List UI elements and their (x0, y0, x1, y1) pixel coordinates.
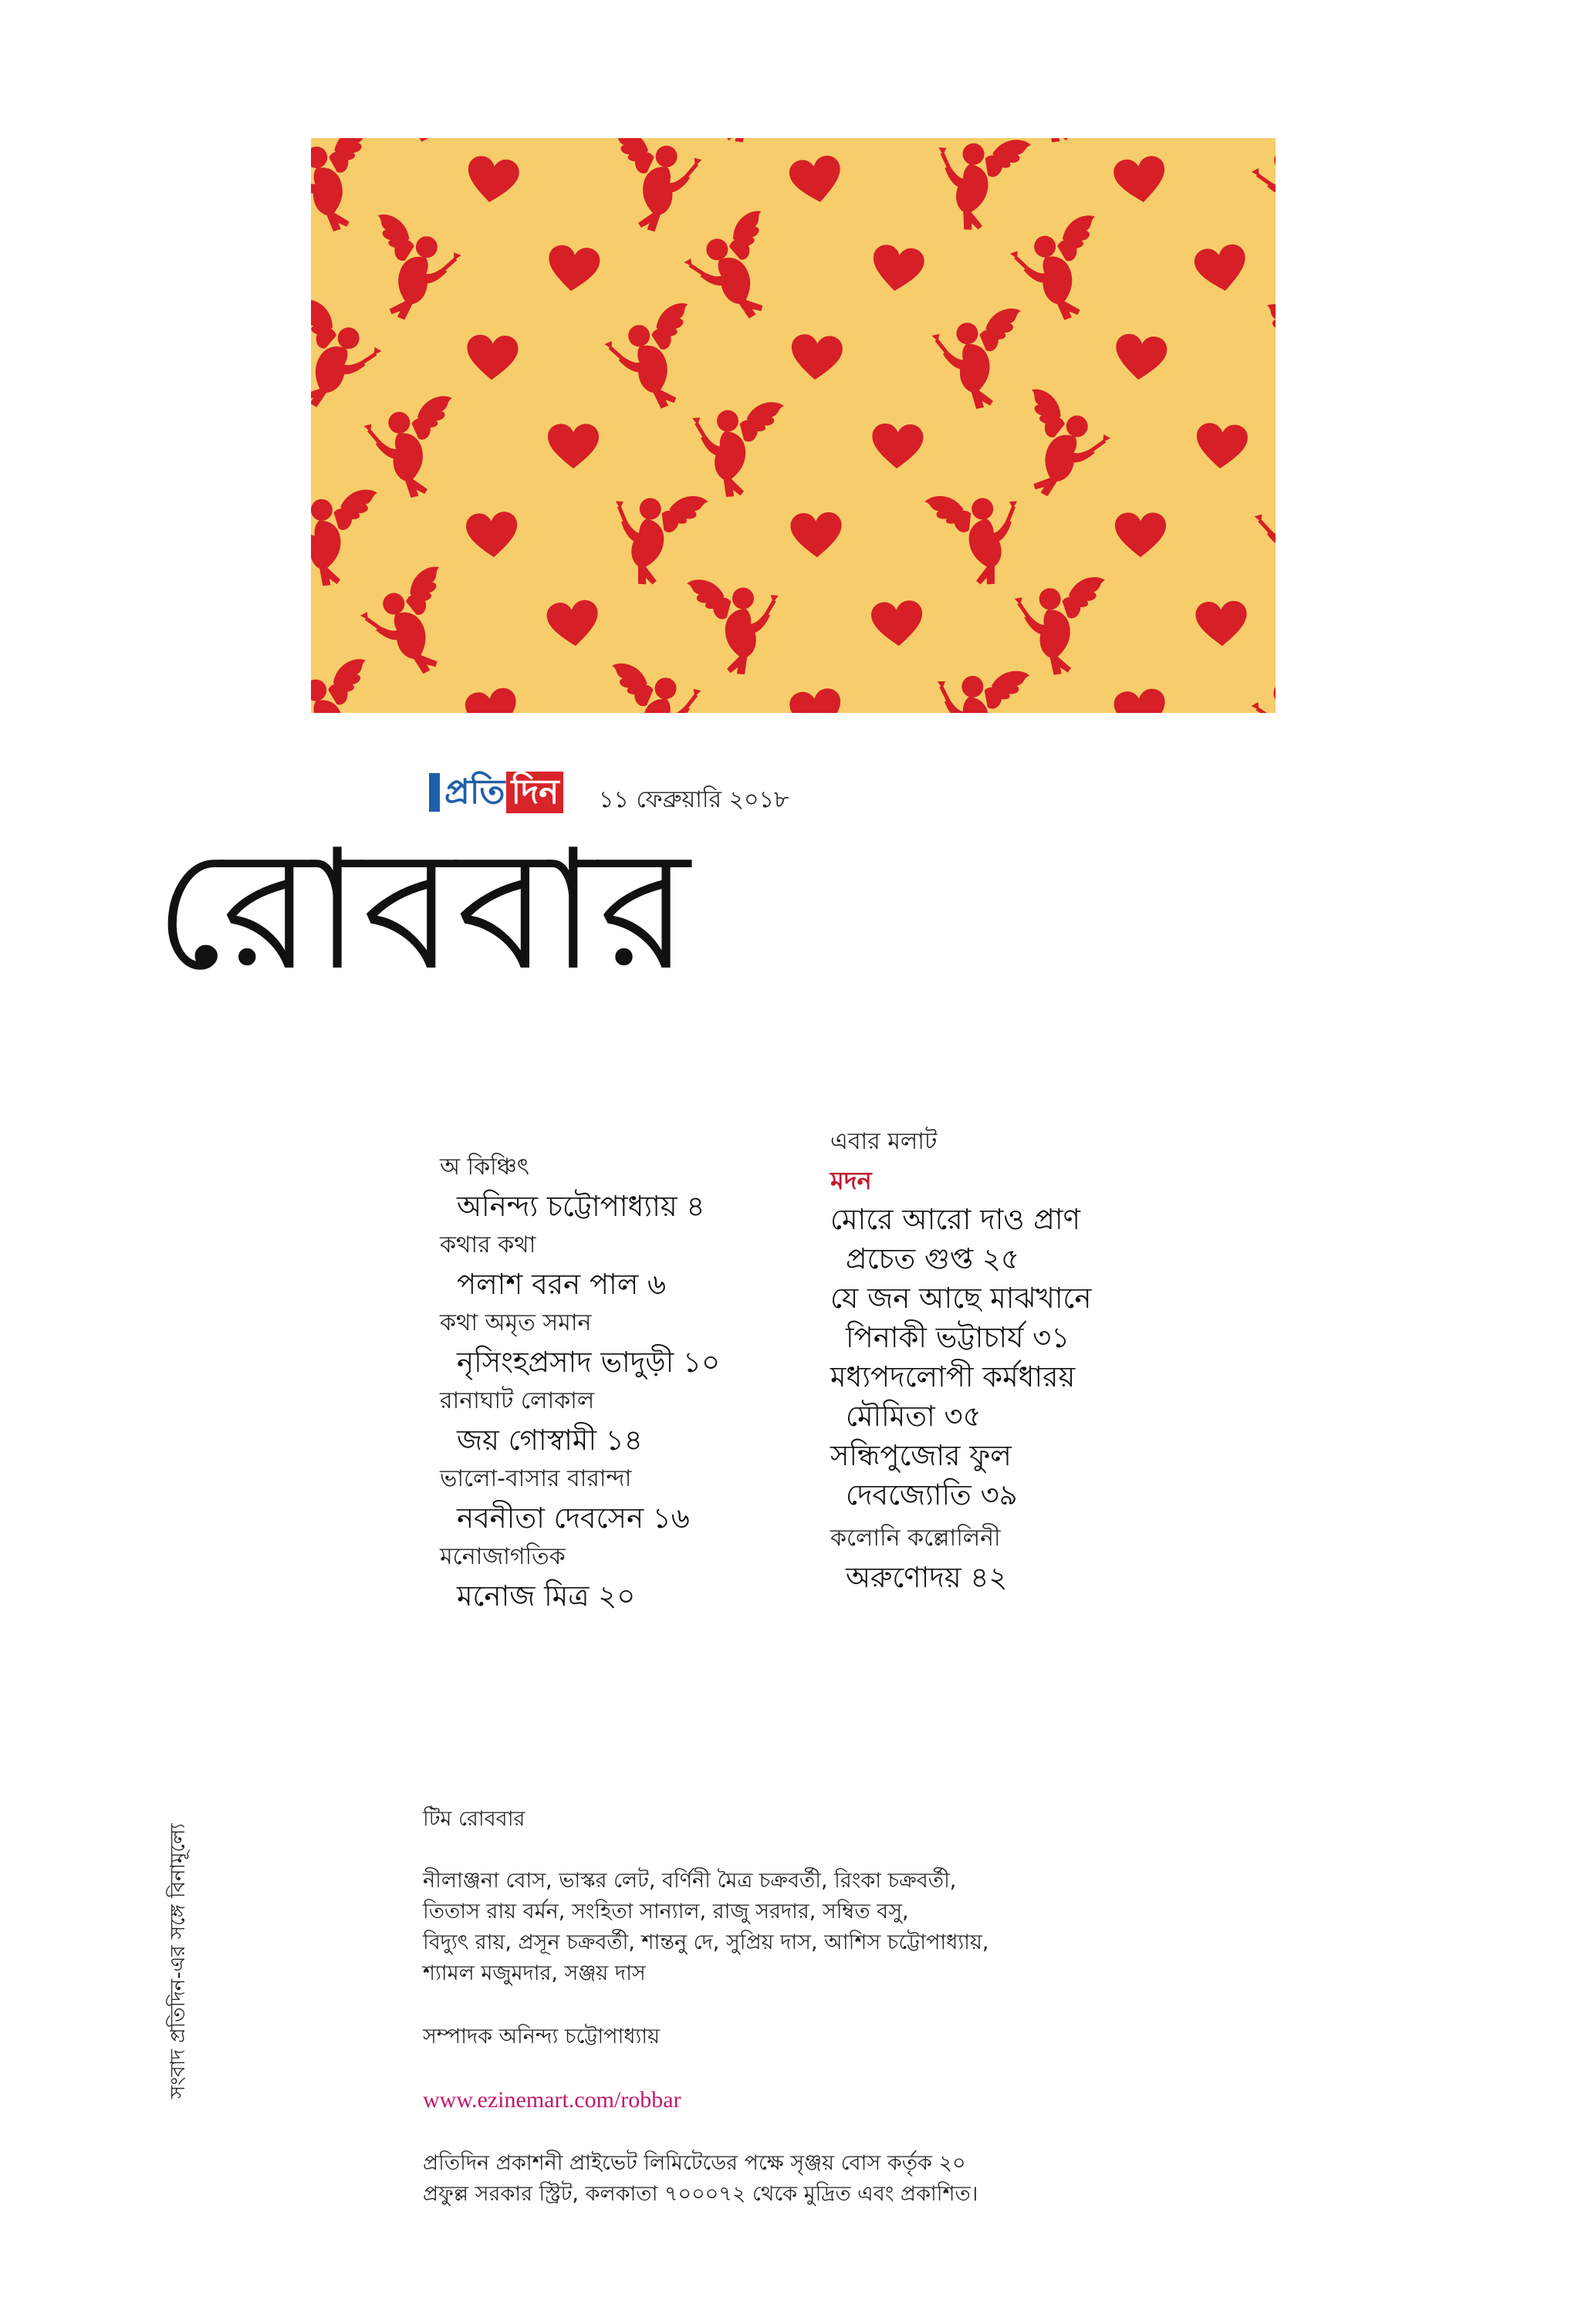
cupid-icon (688, 138, 786, 147)
cupid-icon (359, 213, 466, 328)
heart-icon (1195, 422, 1249, 470)
cupid-icon (1006, 214, 1110, 327)
heart-icon (870, 600, 924, 647)
heart-icon (1195, 600, 1248, 647)
cupid-icon (1011, 573, 1106, 677)
logo-part-a: প্রতি (444, 772, 505, 812)
cupid-icon (924, 656, 1031, 713)
cupid-icon (311, 138, 380, 237)
heart-icon (787, 154, 845, 206)
cupid-icon (1243, 653, 1276, 713)
heart-icon (1115, 512, 1166, 557)
toc-entry: অনিন্দ্য চট্টোপাধ্যায় ৪ (457, 1190, 705, 1223)
cupid-icon (1003, 387, 1118, 509)
issue-date: ১১ ফেব্রুয়ারি ২০১৮ (599, 786, 789, 813)
team-line: বিদ্যুৎ রায়, প্রসূন চক্রবর্তী, শান্তনু দে, সুপ্রিয় দাস, আশিস চট্টোপাধ্যায়, (423, 1930, 989, 1954)
heart-icon (463, 686, 521, 713)
side-note (162, 1823, 190, 2099)
cupid-icon (610, 664, 701, 713)
cupid-icon (683, 393, 784, 503)
heart-icon (464, 154, 521, 206)
story-author: পিনাকী ভট্টাচার্য ৩১ (846, 1321, 1070, 1354)
toc-category: মনোজাগতিক (440, 1543, 566, 1570)
heart-icon (1113, 687, 1168, 713)
cover-story-label: এবার মলাট (830, 1128, 938, 1155)
toc-entry: নৃসিংহপ্রসাদ ভাদুড়ী ১০ (457, 1346, 721, 1379)
heart-icon (548, 424, 599, 468)
logo-part-b: দিন (506, 772, 563, 813)
cupid-icon (931, 309, 1022, 410)
story-title: মধ্যপদলোপী কর্মধারয় (830, 1360, 1076, 1393)
credits-block (423, 1804, 1272, 2210)
heart-icon (869, 243, 926, 295)
cupid-icon (353, 565, 468, 687)
cupid-icon (676, 209, 793, 333)
heart-icon (466, 334, 519, 380)
team-heading: টিম রোববার (423, 1807, 525, 1831)
team-line: তিতাস রায় বর্মন, সংহিতা সান্যাল, রাজু সরদার, সম্বিত বসু, (423, 1900, 909, 1924)
toc-category: কথা অমৃত সমান (440, 1309, 592, 1336)
story-author: মৌমিতা ৩৫ (846, 1400, 982, 1433)
cupid-icon (1244, 138, 1276, 243)
toc-entry: অরুণোদয় ৪২ (846, 1561, 1008, 1594)
heart-icon (788, 687, 845, 713)
toc-entry: পলাশ বরন পাল ৬ (457, 1268, 667, 1301)
pattern-canvas (311, 138, 1276, 713)
cupid-icon (354, 138, 467, 153)
cupid-icon (363, 396, 458, 500)
imprint-line: প্রফুল্ল সরকার স্ট্রিট, কলকাতা ৭০০০৭২ থেকে মুদ্রিত এবং প্রকাশিত। (423, 2182, 978, 2206)
story-title: যে জন আছে মাঝখানে (830, 1282, 1092, 1315)
toc-category: ভালো-বাসার বারান্দা (440, 1465, 632, 1492)
cupid-icon (596, 476, 709, 596)
heart-icon (790, 512, 843, 558)
heart-icon (871, 423, 924, 469)
heart-icon (546, 244, 601, 293)
toc-entry: মনোজ মিত্র ২০ (457, 1579, 636, 1613)
imprint-line: প্রতিদিন প্রকাশনী প্রাইভেট লিমিটেডের পক্ষে সৃঞ্জয় বোস কর্তৃক ২০ (423, 2151, 966, 2175)
editor-line: সম্পাদক অনিন্দ্য চট্টোপাধ্যায় (423, 2025, 661, 2049)
cupid-icon (609, 138, 704, 234)
toc-category: অ কিঞ্চিৎ (440, 1154, 529, 1181)
story-author: প্রচেত গুপ্ত ২৫ (846, 1242, 1020, 1275)
heart-icon (789, 333, 843, 381)
toc-entry: নবনীতা দেবসেন ১৬ (457, 1501, 690, 1535)
side-note-text: সংবাদ প্রতিদিন-এর সঙ্গে বিনামূল্যে (167, 1823, 190, 2099)
magazine-title: রোববার (154, 813, 691, 1007)
story-title: মোরে আরো দাও প্রাণ (830, 1203, 1081, 1236)
heart-icon (465, 511, 519, 559)
toc-category: রানাঘাট লোকাল (440, 1387, 595, 1414)
toc-right-column (830, 1123, 1232, 1597)
heart-icon (1112, 154, 1169, 206)
heart-icon (546, 599, 601, 648)
toc-entry: জয় গোস্বামী ১৪ (457, 1424, 643, 1457)
cupid-icon (922, 138, 1032, 240)
team-line: নীলাঞ্জনা বোস, ভাস্কর লেট, বর্ণিনী মৈত্র চক্রবর্তী, রিংকা চক্রবর্তী, (423, 1869, 957, 1893)
website-link[interactable]: www.ezinemart.com/robbar (423, 2087, 681, 2113)
cupid-icon (311, 298, 390, 421)
cupid-icon (924, 476, 1037, 596)
story-title: সন্ধিপুজোর ফুল (830, 1439, 1012, 1472)
cupid-icon (600, 302, 707, 417)
story-author: দেবজ্যোতি ৩৯ (846, 1478, 1018, 1512)
team-line: শ্যামল মজুমদার, সঞ্জয় দাস (423, 1961, 646, 1985)
cupid-icon (311, 483, 377, 590)
cupid-icon (687, 570, 788, 681)
toc-category: কলোনি কল্লোলিনী (830, 1525, 1001, 1552)
cupid-icon (311, 658, 381, 713)
heart-icon (1113, 333, 1168, 382)
cover-illustration (311, 138, 1276, 713)
cupid-icon (1252, 483, 1276, 590)
toc-left-column (440, 1148, 810, 1616)
heart-icon (1192, 242, 1250, 295)
toc-category: কথার কথা (440, 1231, 536, 1258)
cover-story-headline: মদন (830, 1166, 872, 1195)
cupid-icon (1252, 303, 1276, 416)
